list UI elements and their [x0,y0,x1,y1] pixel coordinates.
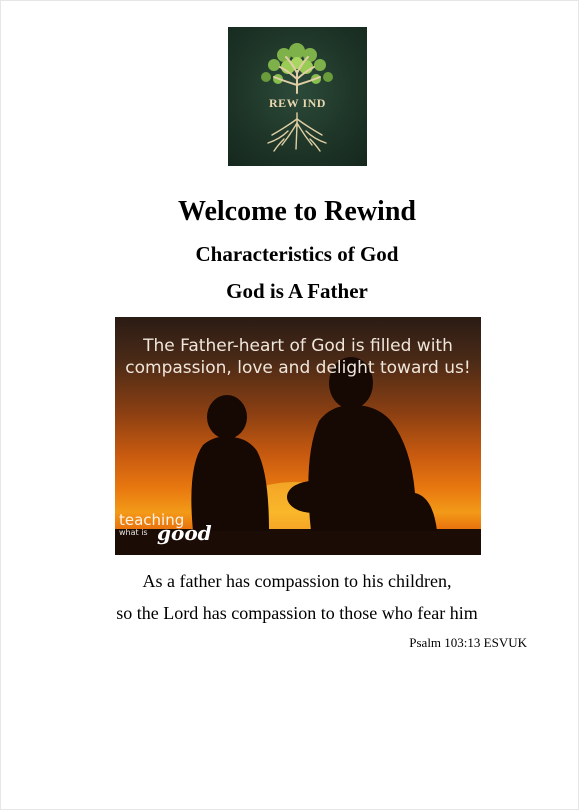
page-subtitle: Characteristics of God [195,242,399,266]
logo-text: REW IND [269,96,326,110]
teaching-what-is-good-watermark [119,511,212,545]
image-caption [115,335,481,379]
image-caption-line-1: The Father-heart of God is filled with [143,336,453,356]
father-son-sunset-image [115,317,481,555]
watermark-line-1: teaching [119,511,185,529]
verse-reference: Psalm 103:13 ESVUK [409,635,527,650]
page-title: Welcome to Rewind [178,196,416,227]
rewind-logo [228,27,367,166]
child-silhouette [191,395,269,531]
verse-line-1: As a father has compassion to his children, [142,571,452,591]
verse-line-2: so the Lord has compassion to those who fear him [116,603,478,623]
image-caption-line-2: compassion, love and delight toward us! [125,358,471,378]
watermark-line-3: good [157,521,212,545]
father-silhouette [287,357,437,531]
page-subtitle-secondary: God is A Father [226,279,368,303]
watermark-line-2: what is [119,528,148,537]
